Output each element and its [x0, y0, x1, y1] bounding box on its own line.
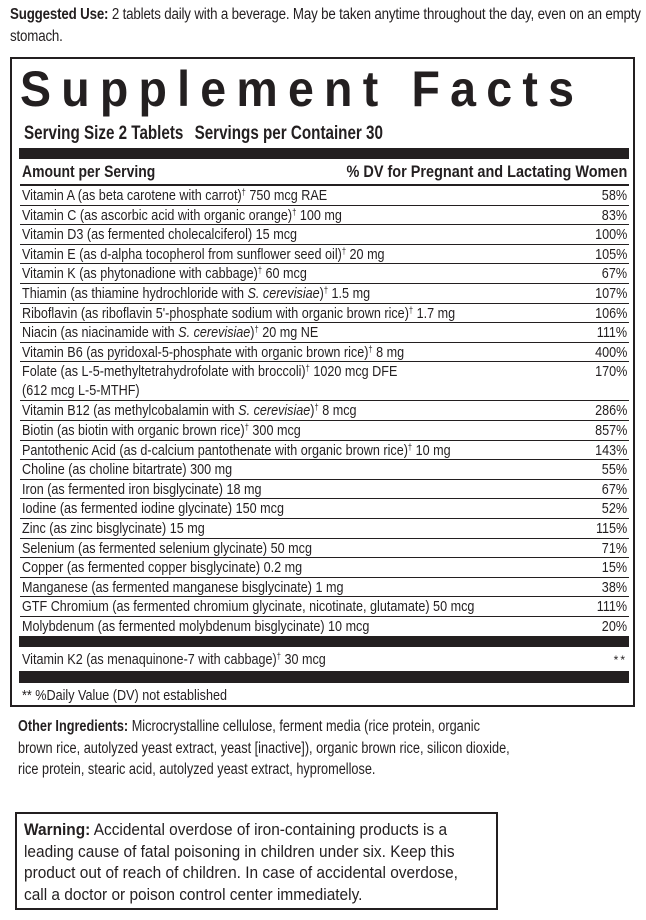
nutrient-row [20, 186, 629, 206]
nutrient-amount: 150 mcg [235, 500, 284, 518]
table-header [20, 160, 629, 186]
nutrient-amount: 60 mcg [265, 265, 307, 283]
nutrient-amount: 750 mcg RAE [249, 187, 328, 204]
nutrient-amount: 20 mg NE [262, 324, 319, 342]
nutrient-name: Vitamin C (as ascorbic acid with organic orange)† 100 mg [22, 206, 342, 224]
nutrient-name: Vitamin K2 (as menaquinone-7 with cabbage)† 30 mcg [22, 651, 326, 668]
warning-text: Accidental overdose of iron-containing products is a leading cause of fatal poisoning in children under six. Keep this product out of reach of children. In case of accidental overdose, call a doctor or poison control center immediately. [24, 821, 458, 904]
nutrient-name: Manganese (as fermented manganese bisglycinate) 1 mg [22, 578, 344, 596]
nutrient-name: Thiamin (as thiamine hydrochloride with S. cerevisiae)† 1.5 mg [22, 284, 371, 302]
nutrient-amount: 1.5 mg [331, 284, 371, 302]
nutrient-dv: 38% [601, 578, 627, 596]
nutrient-dv: 286% [594, 402, 627, 420]
nutrient-amount: 8 mg [376, 343, 405, 361]
thick-divider-bottom [19, 671, 629, 683]
nutrient-row [20, 578, 629, 598]
nutrient-amount: 300 mg [190, 461, 233, 479]
nutrient-row [20, 206, 629, 226]
nutrient-row [20, 284, 629, 304]
nutrient-name: Selenium (as fermented selenium glycinate) 50 mcg [22, 539, 312, 557]
nutrient-amount: 10 mg [415, 441, 451, 459]
nutrient-table [20, 186, 629, 635]
nutrient-name: Folate (as L-5-methyltetrahydrofolate with broccoli)† 1020 mcg DFE (612 mcg L-5-MTHF) [22, 363, 398, 400]
nutrient-row [20, 617, 629, 636]
other-ingredients-label: Other Ingredients: [18, 718, 129, 735]
other-ingredients-text: Microcrystalline cellulose, ferment media (rice protein, organic brown rice, autolyzed yeast extract, yeast [inactive]), organic brown rice, silicon dioxide, rice protein, stearic acid, autolyzed yeast extract, hypromellose. [18, 718, 510, 778]
nutrient-dv: 100% [594, 226, 627, 244]
nutrient-row [20, 480, 629, 500]
nutrient-dv: 67% [601, 265, 627, 283]
nutrient-row [20, 597, 629, 617]
nutrient-dv: 106% [594, 304, 627, 322]
nutrient-dv: 105% [594, 245, 627, 263]
nutrient-name: Copper (as fermented copper bisglycinate) 0.2 mg [22, 559, 303, 577]
nutrient-name: Molybdenum (as fermented molybdenum bisglycinate) 10 mcg [22, 617, 370, 635]
thick-divider-middle [19, 636, 629, 647]
nutrient-amount: 300 mcg [252, 421, 301, 439]
nutrient-name: Iron (as fermented iron bisglycinate) 18 mg [22, 480, 262, 498]
nutrient-row [20, 460, 629, 480]
supplement-facts-title: Supplement Facts [20, 61, 585, 117]
nutrient-amount: 0.2 mg [263, 559, 303, 577]
other-ingredients [18, 716, 638, 781]
nutrient-name: GTF Chromium (as fermented chromium glycinate, nicotinate, glutamate) 50 mcg [22, 598, 475, 616]
nutrient-dv: 111% [596, 598, 627, 616]
nutrient-amount: 100 mg [299, 206, 342, 224]
nutrient-row [20, 519, 629, 539]
nutrient-row [20, 264, 629, 284]
header-amount-per-serving: Amount per Serving [22, 162, 156, 181]
nutrient-name: Vitamin D3 (as fermented cholecalciferol) 15 mcg [22, 226, 298, 244]
nutrient-name: Vitamin B12 (as methylcobalamin with S. cerevisiae)† 8 mcg [22, 402, 357, 420]
nutrient-dv: 15% [601, 559, 627, 577]
nutrient-amount: 1020 mcg DFE [313, 363, 398, 381]
nutrient-dv: ** [613, 653, 627, 667]
nutrient-row [20, 401, 629, 421]
nutrient-dv: 107% [594, 284, 627, 302]
nutrient-dv: 400% [594, 343, 627, 361]
nutrient-name: Choline (as choline bitartrate) 300 mg [22, 461, 233, 479]
nutrient-dv: 55% [601, 461, 627, 479]
suggested-use-body: 2 tablets daily with a beverage. May be taken anytime throughout the day, even on an empty stomach. [10, 6, 641, 45]
nutrient-dv: 111% [596, 324, 627, 342]
nutrient-name: Biotin (as biotin with organic brown rice)† 300 mcg [22, 421, 301, 439]
nutrient-dv: 83% [601, 206, 627, 224]
nutrient-amount: 50 mcg [270, 539, 312, 557]
nutrient-amount: 15 mcg [255, 226, 298, 244]
nutrient-amount: 10 mcg [328, 617, 370, 635]
suggested-use-label: Suggested Use: [10, 6, 109, 23]
nutrient-dv: 115% [595, 519, 627, 537]
nutrient-row [20, 304, 629, 324]
serving-info [24, 123, 383, 145]
nutrient-amount: 20 mg [349, 245, 385, 263]
nutrient-row [20, 343, 629, 363]
servings-per-container: Servings per Container 30 [194, 123, 383, 144]
serving-size: Serving Size 2 Tablets [24, 123, 184, 144]
nutrient-row [20, 362, 629, 401]
nutrient-name: Vitamin A (as beta carotene with carrot)† 750 mcg RAE [22, 187, 328, 204]
nutrient-amount: 8 mcg [322, 402, 357, 420]
nutrient-name: Riboflavin (as riboflavin 5'-phosphate sodium with organic brown rice)† 1.7 mg [22, 304, 456, 322]
nutrient-dv: 71% [601, 539, 627, 557]
nutrient-name: Vitamin B6 (as pyridoxal-5-phosphate with organic brown rice)† 8 mg [22, 343, 405, 361]
nutrient-name: Vitamin K (as phytonadione with cabbage)† 60 mcg [22, 265, 307, 283]
nutrient-row [20, 245, 629, 265]
nutrient-dv: 857% [594, 421, 627, 439]
nutrient-dv: 170% [594, 363, 627, 381]
warning-label: Warning: [24, 821, 91, 839]
nutrient-dv: 143% [594, 441, 627, 459]
dv-footnote: ** %Daily Value (DV) not established [22, 687, 227, 704]
nutrient-amount: 1 mg [315, 578, 344, 596]
nutrient-name: Zinc (as zinc bisglycinate) 15 mg [22, 519, 205, 537]
warning-box [15, 812, 498, 910]
nutrient-row [20, 499, 629, 519]
nutrient-name: Niacin (as niacinamide with S. cerevisiae)† 20 mg NE [22, 324, 319, 342]
nutrient-row-vitamin-k2 [20, 649, 629, 671]
nutrient-row [20, 558, 629, 578]
nutrient-name: Iodine (as fermented iodine glycinate) 150 mcg [22, 500, 284, 518]
thick-divider-top [19, 148, 629, 159]
header-dv: % DV for Pregnant and Lactating Women [346, 162, 627, 181]
nutrient-row [20, 225, 629, 245]
nutrient-name: Vitamin E (as d-alpha tocopherol from sunflower seed oil)† 20 mg [22, 245, 385, 263]
nutrient-row [20, 441, 629, 461]
nutrient-dv: 20% [601, 617, 627, 635]
nutrient-dv: 52% [601, 500, 627, 518]
nutrient-name: Pantothenic Acid (as d-calcium pantothenate with organic brown rice)† 10 mg [22, 441, 451, 459]
supplement-facts-panel [10, 57, 635, 707]
suggested-use-text [10, 4, 646, 48]
nutrient-amount: 1.7 mg [416, 304, 456, 322]
nutrient-dv: 67% [601, 480, 627, 498]
nutrient-amount: 15 mg [169, 519, 205, 537]
nutrient-row [20, 539, 629, 559]
nutrient-dv: 58% [601, 187, 627, 204]
nutrient-row [20, 421, 629, 441]
nutrient-amount: 50 mcg [433, 598, 475, 616]
nutrient-row [20, 323, 629, 343]
nutrient-amount: 18 mg [226, 480, 262, 498]
